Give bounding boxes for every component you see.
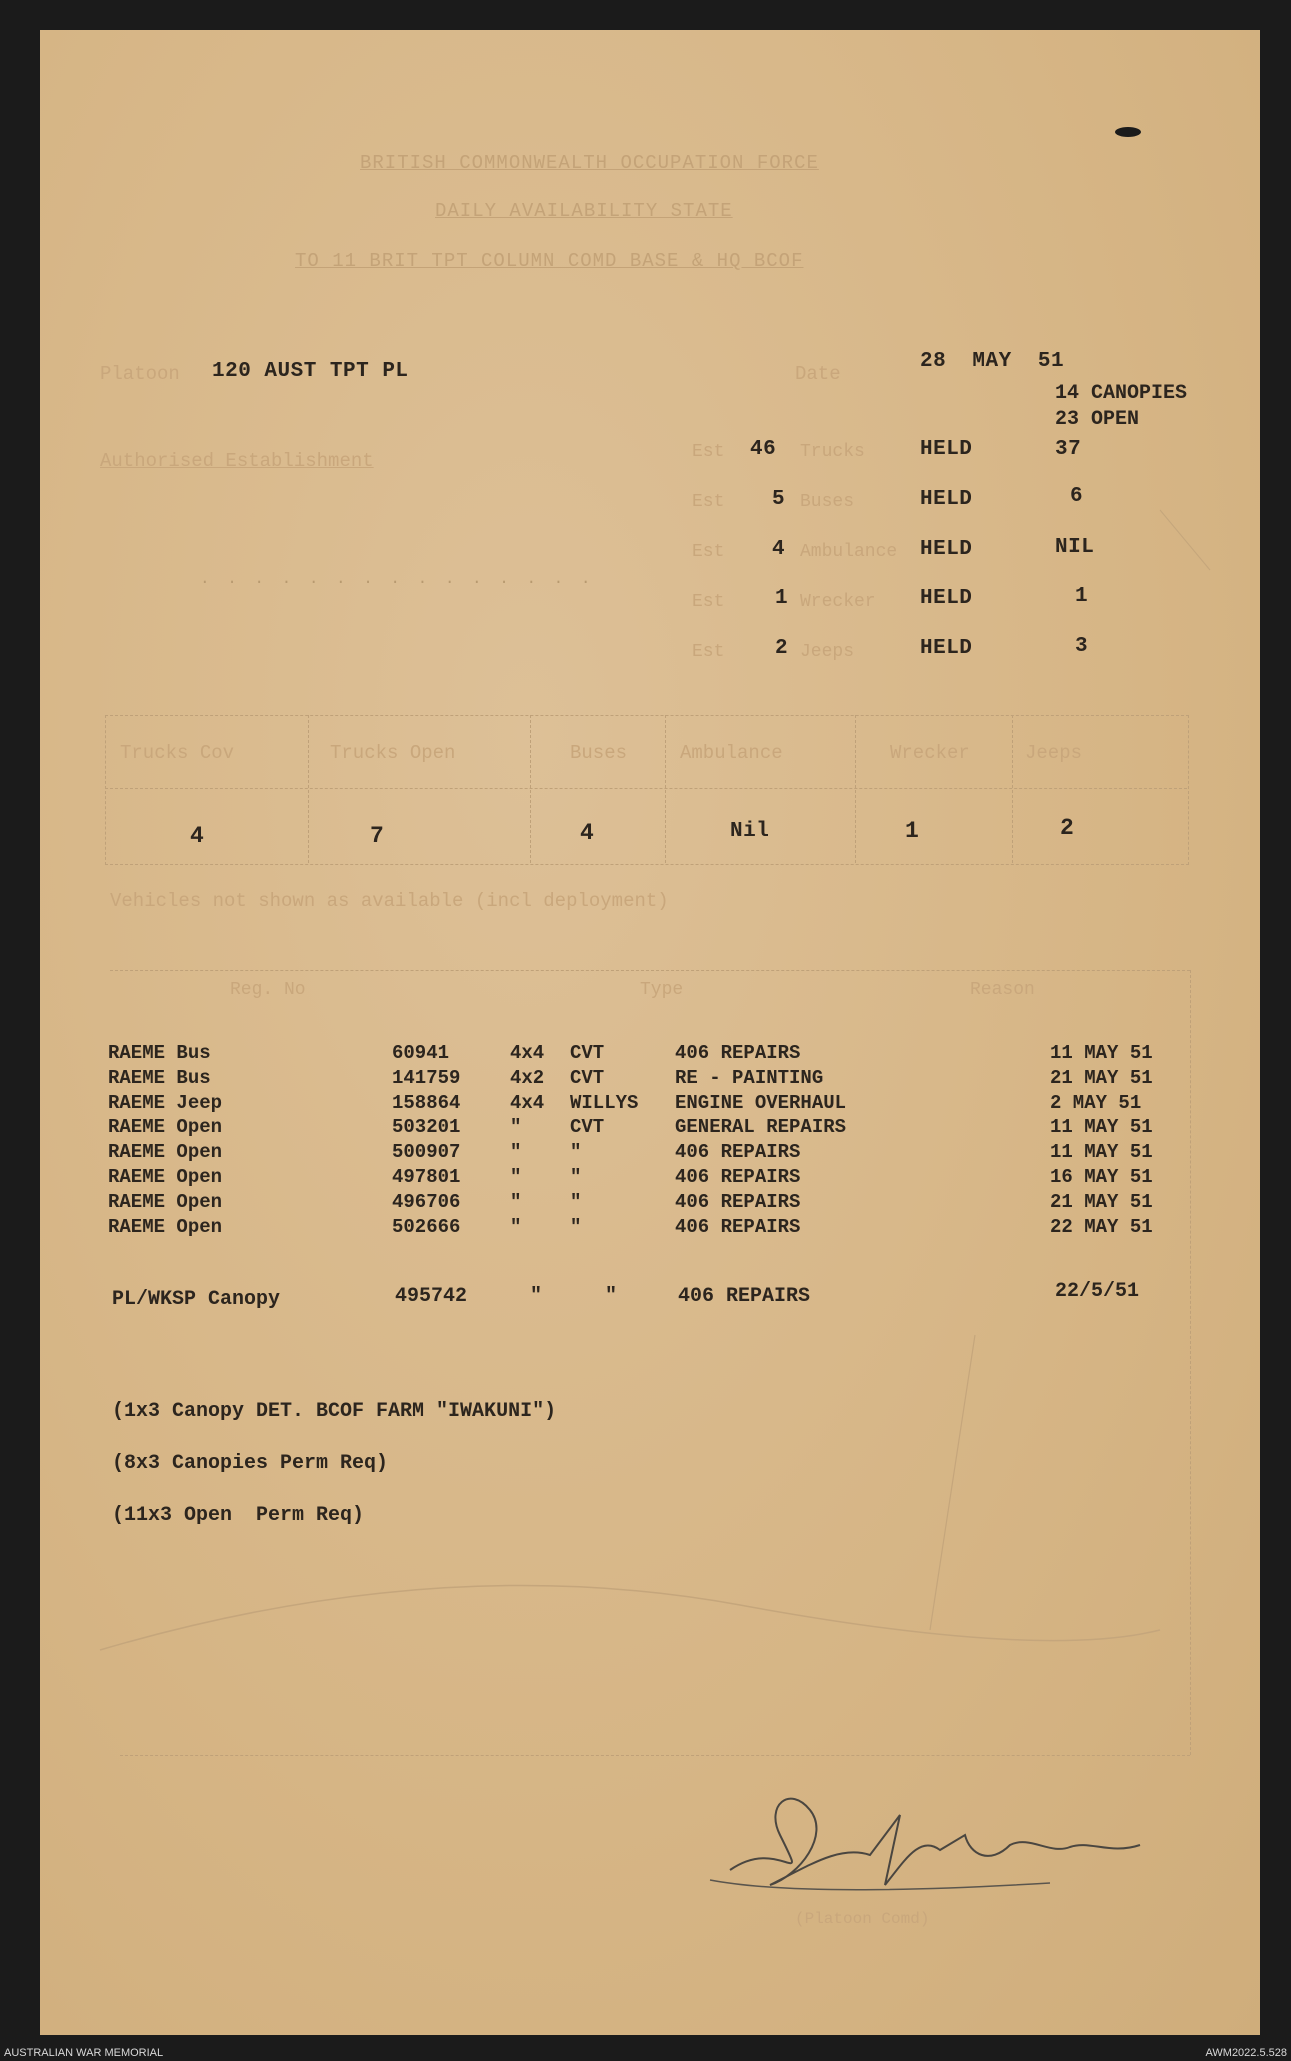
vehicle-unit: RAEME Open xyxy=(108,1166,223,1188)
vehicle-date: 11 MAY 51 xyxy=(1050,1141,1153,1164)
vehicle-reg: 496706 xyxy=(392,1190,461,1213)
punch-mark xyxy=(1115,127,1141,137)
extra-make: " xyxy=(605,1285,618,1308)
held-value: 37 xyxy=(1055,438,1082,461)
held-label: HELD xyxy=(920,538,973,561)
vehicle-reg: 497801 xyxy=(392,1166,461,1188)
document-page xyxy=(40,30,1260,2035)
vehicle-reg: 503201 xyxy=(392,1116,461,1139)
header-line-2: DAILY AVAILABILITY STATE xyxy=(435,200,733,222)
authorised-label: Authorised Establishment xyxy=(100,450,374,472)
vehicle-make: " xyxy=(570,1141,582,1164)
header-line-3: TO 11 BRIT TPT COLUMN COMD BASE & HQ BCOF xyxy=(295,250,804,272)
vehicle-drive: " xyxy=(510,1116,522,1139)
table-header: Buses xyxy=(570,742,628,764)
note-line: (8x3 Canopies Perm Req) xyxy=(112,1452,389,1475)
held-value: 6 xyxy=(1070,485,1084,508)
vehicle-drive: 4x4 xyxy=(510,1042,545,1064)
vehicle-reason: GENERAL REPAIRS xyxy=(675,1116,847,1139)
est-prefix: Est xyxy=(692,592,725,612)
vehicles-heading: Vehicles not shown as available (incl deployment) xyxy=(110,890,669,912)
vehicle-reason: 406 REPAIRS xyxy=(675,1042,801,1064)
trucks-canopies: 14 CANOPIES xyxy=(1055,382,1188,405)
est-prefix: Est xyxy=(692,442,725,462)
est-prefix: Est xyxy=(692,642,725,662)
held-label: HELD xyxy=(920,488,973,511)
vehicle-drive: 4x4 xyxy=(510,1091,545,1114)
table-value: 2 xyxy=(1060,815,1075,841)
extra-reason: 406 REPAIRS xyxy=(678,1285,811,1308)
vehicle-unit: RAEME Open xyxy=(108,1215,223,1238)
date-label: Date xyxy=(795,363,841,385)
footer-right: AWM2022.5.528 xyxy=(1205,2047,1287,2059)
held-label: HELD xyxy=(920,587,973,610)
held-label: HELD xyxy=(920,637,973,660)
vehicle-reason: 406 REPAIRS xyxy=(675,1215,801,1238)
extra-unit: PL/WKSP Canopy xyxy=(112,1288,281,1311)
table-header: Jeeps xyxy=(1025,742,1083,764)
table-header: Ambulance xyxy=(680,742,783,764)
vehicle-reason: 406 REPAIRS xyxy=(675,1190,801,1213)
vehicle-make: CVT xyxy=(570,1116,605,1139)
est-number: 1 xyxy=(775,587,789,610)
table-value: Nil xyxy=(730,820,770,843)
est-item: Trucks xyxy=(800,442,865,462)
vehicle-unit: RAEME Open xyxy=(108,1141,223,1164)
vehicle-date: 11 MAY 51 xyxy=(1050,1042,1153,1064)
vehicle-unit: RAEME Open xyxy=(108,1190,223,1213)
vehicle-reason: 406 REPAIRS xyxy=(675,1141,801,1164)
paper-creases xyxy=(40,30,1260,2035)
est-item: Ambulance xyxy=(800,542,898,562)
est-item: Jeeps xyxy=(800,642,855,662)
table-header: Trucks Open xyxy=(330,742,456,764)
est-number: 5 xyxy=(772,488,786,511)
est-prefix: Est xyxy=(692,492,725,512)
held-value: 1 xyxy=(1075,585,1089,608)
vehicle-drive: 4x2 xyxy=(510,1066,545,1089)
vehicle-reg: 60941 xyxy=(392,1042,450,1064)
vehicle-reg: 158864 xyxy=(392,1091,461,1114)
vehicle-drive: " xyxy=(510,1190,522,1213)
table-header: Trucks Cov xyxy=(120,742,235,764)
table-value: 7 xyxy=(370,823,385,849)
dotted-line: . . . . . . . . . . . . . . . xyxy=(200,570,595,588)
est-prefix: Est xyxy=(692,542,725,562)
vehicle-unit: RAEME Bus xyxy=(108,1066,211,1089)
vehicle-date: 21 MAY 51 xyxy=(1050,1190,1153,1213)
est-item: Buses xyxy=(800,492,855,512)
footer-left: AUSTRALIAN WAR MEMORIAL xyxy=(4,2047,164,2059)
vehicle-reg: 141759 xyxy=(392,1066,461,1089)
vehicle-reg: 500907 xyxy=(392,1141,461,1164)
vehicle-date: 16 MAY 51 xyxy=(1050,1166,1153,1188)
vehicle-unit: RAEME Open xyxy=(108,1116,223,1139)
est-number: 4 xyxy=(772,538,786,561)
vehicle-make: CVT xyxy=(570,1066,605,1089)
extra-drive: " xyxy=(530,1285,543,1308)
vehicle-make: WILLYS xyxy=(570,1091,639,1114)
col-type: Type xyxy=(640,980,684,1000)
vehicle-reason: RE - PAINTING xyxy=(675,1066,824,1089)
vehicle-unit: RAEME Bus xyxy=(108,1042,211,1064)
est-number: 46 xyxy=(750,438,777,461)
platoon-label: Platoon xyxy=(100,363,180,385)
table-value: 1 xyxy=(905,818,920,844)
note-line: (11x3 Open Perm Req) xyxy=(112,1504,365,1527)
table-value: 4 xyxy=(190,823,205,849)
est-item: Wrecker xyxy=(800,592,876,612)
vehicle-drive: " xyxy=(510,1215,522,1238)
trucks-open: 23 OPEN xyxy=(1055,408,1140,431)
vehicle-drive: " xyxy=(510,1166,522,1188)
note-line: (1x3 Canopy DET. BCOF FARM "IWAKUNI") xyxy=(112,1400,557,1423)
table-value: 4 xyxy=(580,820,595,846)
date-value: 28 MAY 51 xyxy=(920,350,1065,373)
est-number: 2 xyxy=(775,637,789,660)
vehicle-make: CVT xyxy=(570,1042,605,1064)
vehicle-drive: " xyxy=(510,1141,522,1164)
col-reg-no: Reg. No xyxy=(230,980,306,1000)
vehicle-reason: 406 REPAIRS xyxy=(675,1166,801,1188)
vehicle-reg: 502666 xyxy=(392,1215,461,1238)
vehicle-make: " xyxy=(570,1166,582,1188)
held-label: HELD xyxy=(920,438,973,461)
signature-caption: (Platoon Comd) xyxy=(795,1910,930,1928)
held-value: 3 xyxy=(1075,635,1089,658)
vehicle-reason: ENGINE OVERHAUL xyxy=(675,1091,847,1114)
held-value: NIL xyxy=(1055,536,1095,559)
extra-reg: 495742 xyxy=(395,1285,468,1308)
signature xyxy=(670,1775,1190,1905)
vehicle-make: " xyxy=(570,1215,582,1238)
vehicle-date: 21 MAY 51 xyxy=(1050,1066,1153,1089)
header-line-1: BRITISH COMMONWEALTH OCCUPATION FORCE xyxy=(360,152,819,174)
extra-date: 22/5/51 xyxy=(1055,1280,1140,1303)
table-header: Wrecker xyxy=(890,742,970,764)
platoon-value: 120 AUST TPT PL xyxy=(212,360,409,383)
vehicle-date: 22 MAY 51 xyxy=(1050,1215,1153,1238)
vehicle-date: 2 MAY 51 xyxy=(1050,1091,1142,1114)
vehicle-date: 11 MAY 51 xyxy=(1050,1116,1153,1139)
col-reason: Reason xyxy=(970,980,1035,1000)
vehicle-make: " xyxy=(570,1190,582,1213)
vehicle-unit: RAEME Jeep xyxy=(108,1091,223,1114)
